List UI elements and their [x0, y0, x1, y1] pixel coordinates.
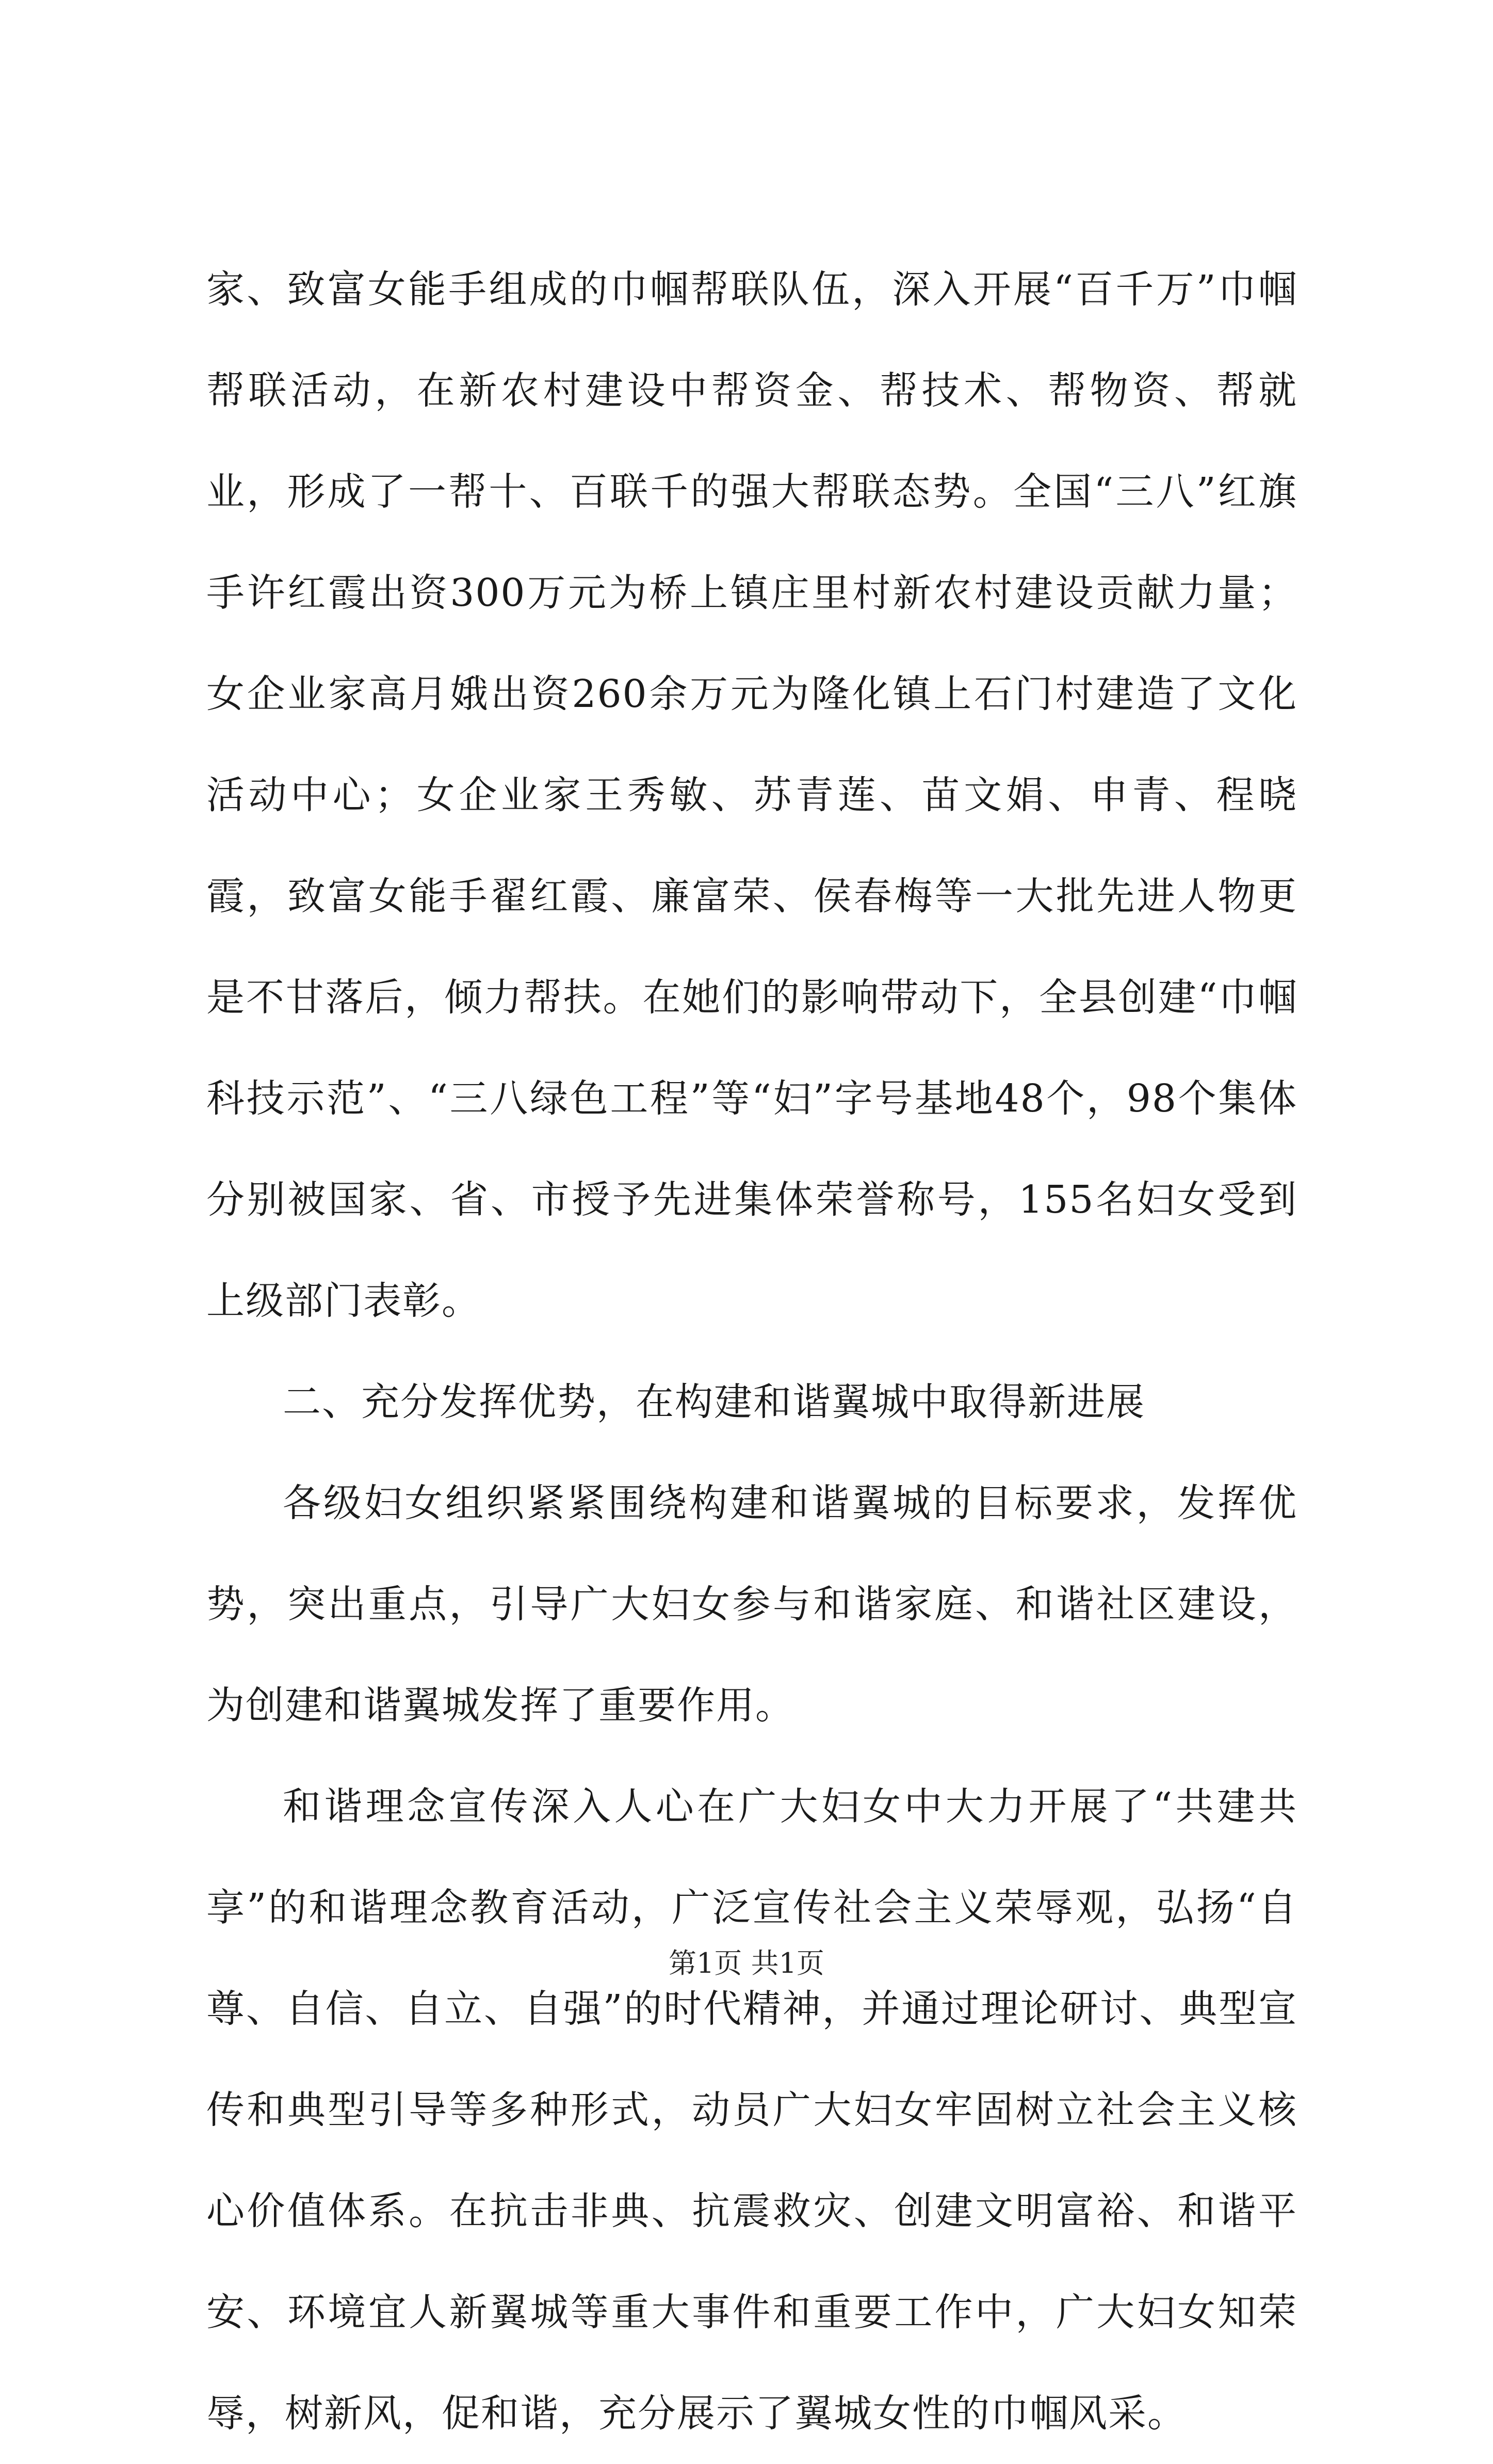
section-heading: 二、充分发挥优势，在构建和谐翼城中取得新进展: [283, 1380, 1145, 1424]
document-body: [206, 239, 1297, 2464]
paragraph: 和谐理念宣传深入人心在广大妇女中大力开展了“共建共享”的和谐理念教育活动，广泛宣传社会主义荣辱观，弘扬“自尊、自信、自立、自强”的时代精神，并通过理论研讨、典型宣传和典型引导等多种形式，动员广大妇女牢固树立社会主义核心价值体系。在抗击非典、抗震救灾、创建文明富裕、和谐平安、环境宜人新翼城等重大事件和重要工作中，广大妇女知荣辱，树新风，促和谐，充分展示了翼城女性的巾帼风采。: [206, 1784, 1297, 2436]
paragraph-continuation: 家、致富女能手组成的巾帼帮联队伍，深入开展“百千万”巾帼帮联活动，在新农村建设中帮资金、帮技术、帮物资、帮就业，形成了一帮十、百联千的强大帮联态势。全国“三八”红旗手许红霞出资300万元为桥上镇庄里村新农村建设贡献力量；女企业家高月娥出资260余万元为隆化镇上石门村建造了文化活动中心；女企业家王秀敏、苏青莲、苗文娟、申青、程晓霞，致富女能手翟红霞、廉富荣、侯春梅等一大批先进人物更是不甘落后，倾力帮扶。在她们的影响带动下，全县创建“巾帼科技示范”、“三八绿色工程”等“妇”字号基地48个，98个集体分别被国家、省、市授予先进集体荣誉称号，155名妇女受到上级部门表彰。: [206, 267, 1297, 1323]
paragraph: 各级妇女组织紧紧围绕构建和谐翼城的目标要求，发挥优势，突出重点，引导广大妇女参与和谐家庭、和谐社区建设，为创建和谐翼城发挥了重要作用。: [206, 1481, 1297, 1728]
page-number-footer: 第1页 共1页: [669, 1947, 824, 1979]
